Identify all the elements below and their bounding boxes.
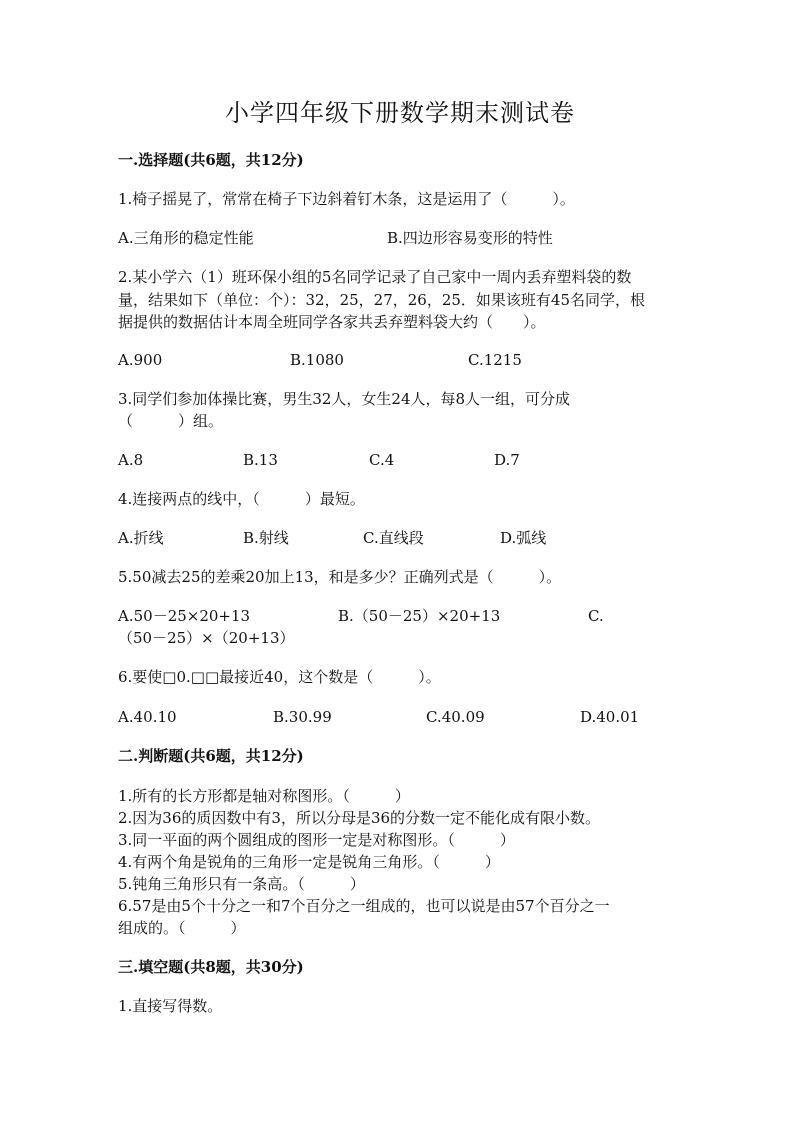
section-1-heading: 一.选择题(共6题，共12分) <box>118 151 304 169</box>
q6-option-c: C.40.09 <box>426 708 485 726</box>
q3-line-2: （ ）组。 <box>118 412 224 430</box>
q4-option-c: C.直线段 <box>363 529 424 547</box>
q5-option-a: A.50－25×20+13 <box>118 607 251 625</box>
q2-line-3: 据提供的数据估计本周全班同学各家共丢弃塑料袋大约（ ）。 <box>118 313 546 331</box>
section-3-heading: 三.填空题(共8题，共30分) <box>118 958 304 976</box>
q4-option-d: D.弧线 <box>500 529 547 547</box>
q6-option-a: A.40.10 <box>118 708 177 726</box>
q6-stem: 6.要使□0.□□最接近40，这个数是（ ）。 <box>118 668 441 686</box>
page-title: 小学四年级下册数学期末测试卷 <box>225 99 575 127</box>
q3-option-d: D.7 <box>494 451 520 469</box>
q3-option-a: A.8 <box>118 451 144 469</box>
q2-option-c: C.1215 <box>468 351 522 369</box>
q4-stem: 4.连接两点的线中，（ ）最短。 <box>118 490 365 508</box>
q2-line-1: 2.某小学六（1）班环保小组的5名同学记录了自己家中一周内丢弃塑料袋的数 <box>118 268 632 286</box>
section-2-heading: 二.判断题(共6题，共12分) <box>118 747 304 765</box>
judge-item-6-cont: 组成的。（ ） <box>118 919 246 937</box>
judge-item-3: 3.同一平面的两个圆组成的图形一定是对称图形。（ ） <box>118 831 515 849</box>
q3-option-c: C.4 <box>369 451 395 469</box>
q2-line-2: 量，结果如下（单位：个）：32，25，27，26，25．如果该班有45名同学，根 <box>118 291 646 309</box>
q5-option-c-cont: （50－25）×（20+13） <box>118 629 295 647</box>
q6-option-b: B.30.99 <box>273 708 332 726</box>
q5-option-b: B.（50－25）×20+13 <box>338 607 501 625</box>
q1-option-a: A.三角形的稳定性能 <box>118 229 254 247</box>
judge-item-4: 4.有两个角是锐角的三角形一定是锐角三角形。（ ） <box>118 853 500 871</box>
q5-stem: 5.50减去25的差乘20加上13，和是多少？正确列式是（ ）。 <box>118 568 562 586</box>
judge-item-2: 2.因为36的质因数中有3，所以分母是36的分数一定不能化成有限小数。 <box>118 809 601 827</box>
q1-option-b: B.四边形容易变形的特性 <box>387 229 553 247</box>
judge-item-5: 5.钝角三角形只有一条高。（ ） <box>118 875 365 893</box>
q2-option-b: B.1080 <box>290 351 344 369</box>
q4-option-b: B.射线 <box>243 529 289 547</box>
q1-stem: 1.椅子摇晃了，常常在椅子下边斜着钉木条，这是运用了（ ）。 <box>118 190 575 208</box>
q3-option-b: B.13 <box>243 451 278 469</box>
judge-item-1: 1.所有的长方形都是轴对称图形。（ ） <box>118 787 410 805</box>
judge-item-6: 6.57是由5个十分之一和7个百分之一组成的，也可以说是由57个百分之一 <box>118 897 610 915</box>
q3-line-1: 3.同学们参加体操比赛，男生32人，女生24人，每8人一组，可分成 <box>118 390 571 408</box>
q6-option-d: D.40.01 <box>580 708 640 726</box>
q4-option-a: A.折线 <box>118 529 164 547</box>
q5-option-c: C. <box>588 607 604 625</box>
fill-q1: 1.直接写得数。 <box>118 997 223 1015</box>
q2-option-a: A.900 <box>118 351 163 369</box>
